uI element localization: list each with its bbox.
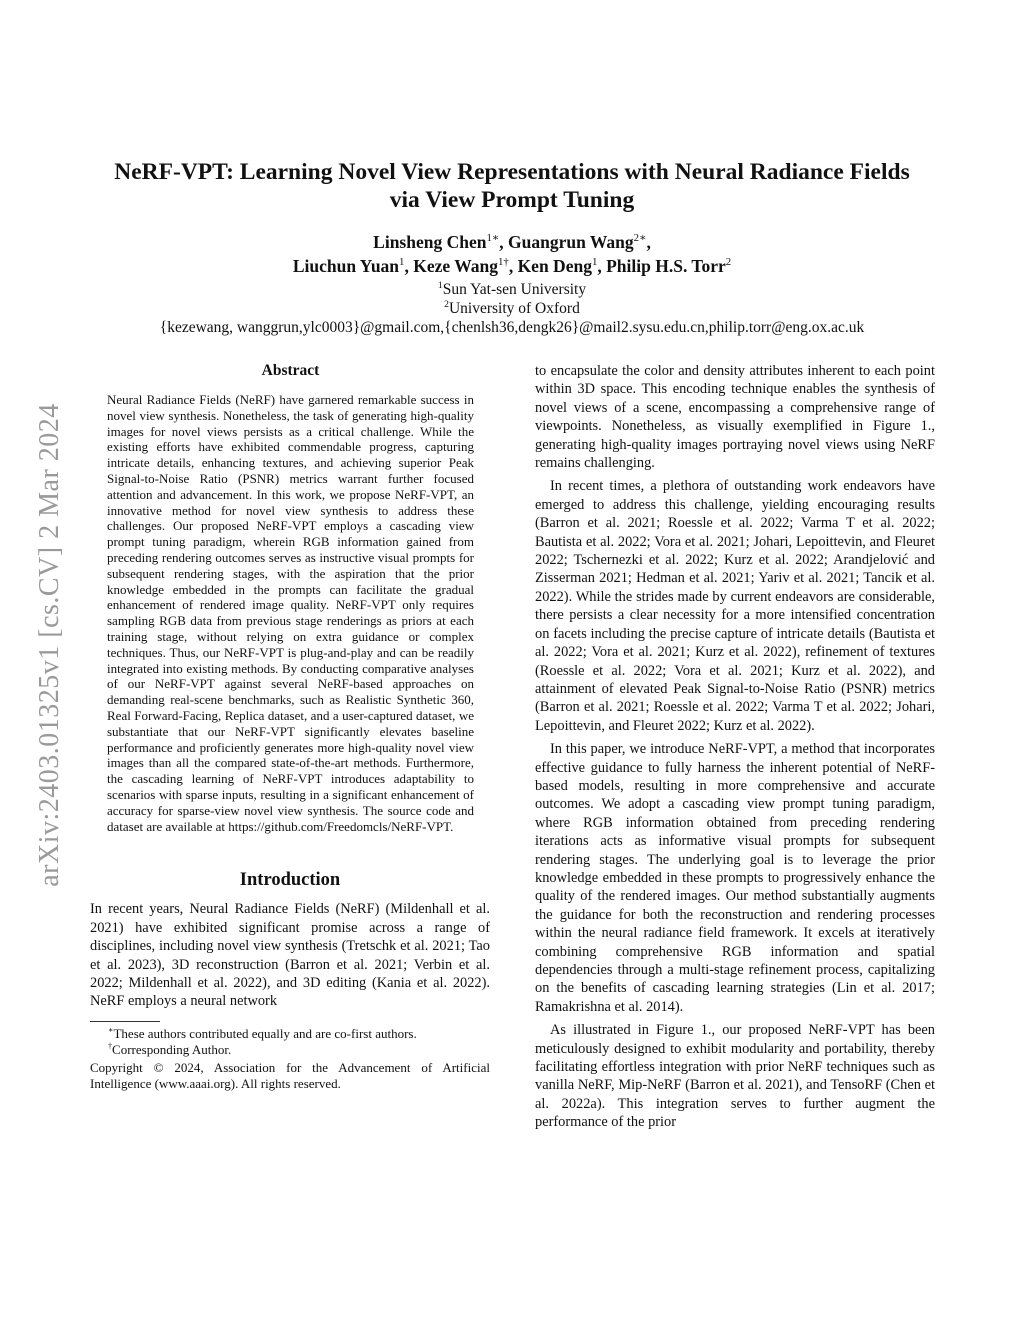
affiliation-name: University of Oxford [448, 300, 580, 317]
author-mark: 2 [725, 256, 732, 269]
affiliation-2 [0, 299, 1024, 318]
footnote-text: Corresponding Author. [112, 1041, 232, 1057]
footnote-2 [90, 1042, 490, 1058]
author-name: , Philip H.S. Torr [597, 256, 726, 276]
author-emails: {kezewang, wanggrun,ylc0003}@gmail.com,{chenlsh36,dengk26}@mail2.sysu.edu.cn,philip.torr@eng.ox.ac.uk [159, 319, 865, 336]
intro-paragraph-3: In this paper, we introduce NeRF-VPT, a method that incorporates effective guidance to fully harness the inherent potential of NeRF-based models, resulting in more comprehensive and accurate outcomes. We adopt a cascading view prompt tuning paradigm, where RGB information obtained from preceding rendering iterations acts as informative visual prompts for subsequent rendering stages. The underlying goal is to leverage the prior knowledge embedded in these prompts to progressively enhance the quality of the rendered images. Our method substantially augments the guidance for both the reconstruction and rendering processes within the neural radiance field framework. It excels at iteratively combining comprehensive RGB information and spatial dependencies through a multi-stage refinement process, capitalizing on the benefits of cascading learning strategies (Lin et al. 2017; Ramakrishna et al. 2014). [535, 741, 935, 1015]
author-name: , Ken Deng [508, 256, 592, 276]
affiliation-mark: 2 [444, 298, 449, 310]
left-column [90, 362, 490, 1092]
affiliation-1 [0, 280, 1024, 299]
abstract-heading: Abstract [261, 362, 320, 379]
author-mark: 1 [591, 256, 598, 269]
intro-paragraph-1: In recent years, Neural Radiance Fields (NeRF) (Mildenhall et al. 2021) have exhibited significant promise across a range of disciplines, including novel view synthesis (Tretschk et al. 2021; Tao et al. 2023), 3D reconstruction (Barron et al. 2021; Verbin et al. 2022; Mildenhall et al. 2022), and 3D editing (Kania et al. 2022). NeRF employs a neural network [90, 901, 490, 1010]
author-name: , Keze Wang [404, 256, 498, 276]
author-mark: 1 [399, 256, 405, 269]
affiliations [0, 280, 1024, 337]
author-name: Linsheng Chen [373, 232, 487, 252]
footnote-1 [90, 1026, 490, 1042]
title-line-2: via View Prompt Tuning [389, 187, 635, 213]
author-separator: , [646, 232, 651, 252]
author-line-1 [0, 230, 1024, 254]
abstract-section [107, 362, 474, 834]
author-list [0, 230, 1024, 278]
affiliation-mark: 1 [437, 279, 443, 291]
author-name: , Guangrun Wang [499, 232, 634, 252]
copyright-notice: Copyright © 2024, Association for the Advancement of Artificial Intelligence (www.aaai.org). All rights reserved. [90, 1059, 490, 1091]
abstract-text: Neural Radiance Fields (NeRF) have garnered remarkable success in novel view synthesis. Nonetheless, the task of generating high-quality images for novel views persists as a critical challenge. While the existing efforts have exhibited commendable progress, capturing intricate details, enhancing textures, and achieving superior Peak Signal-to-Noise Ratio (PSNR) metrics warrant further focused attention and advancement. In this work, we propose NeRF-VPT, an innovative method for novel view synthesis to address these challenges. Our proposed NeRF-VPT employs a cascading view prompt tuning paradigm, wherein RGB information gained from preceding rendering outcomes serves as instructive visual prompts for subsequent rendering stages, with the aspiration that the prior knowledge embedded in the prompts can facilitate the gradual enhancement of rendered image quality. NeRF-VPT only requires sampling RGB data from previous stage renderings as priors at each training stage, without relying on extra guidance or complex techniques. Thus, our NeRF-VPT is plug-and-play and can be readily integrated into existing methods. By conducting comparative analyses of our NeRF-VPT against several NeRF-based approaches on demanding real-scene benchmarks, such as Realistic Synthetic 360, Real Forward-Facing, Replica dataset, and a user-captured dataset, we substantiate that our NeRF-VPT significantly elevates baseline performance and proficiently generates more high-quality novel view images than all the compared state-of-the-art methods. Furthermore, the cascading learning of NeRF-VPT introduces adaptability to scenarios with sparse inputs, resulting in a significant enhancement of accuracy for sparse-view novel view synthesis. The source code and dataset are available at https://github.com/Freedomcls/NeRF-VPT. [107, 392, 474, 834]
author-mark: 1† [497, 256, 509, 269]
intro-paragraph-continued: to encapsulate the color and density attributes inherent to each point within 3D space. This encoding technique enables the synthesis of novel views of a scene, encompassing a comprehensive range of viewpoints. Nonetheless, as visually exemplified in Figure 1., generating high-quality images portraying novel views using NeRF remains challenging. [535, 363, 935, 472]
arxiv-identifier: arXiv:2403.01325v1 [cs.CV] 2 Mar 2024 [34, 403, 65, 887]
author-name: Liuchun Yuan [292, 256, 400, 276]
footnote-mark: † [108, 1041, 113, 1051]
intro-paragraph-4: As illustrated in Figure 1., our proposed NeRF-VPT has been meticulously designed to exhibit modularity and portability, thereby facilitating effortless integration with prior NeRF techniques such as vanilla NeRF, Mip-NeRF (Barron et al. 2021), and TensoRF (Chen et al. 2022a). This integration serves to further augment the performance of the prior [535, 1022, 935, 1131]
author-mark: 2∗ [633, 232, 647, 245]
author-line-2 [0, 254, 1024, 278]
footnote-mark: ∗ [108, 1025, 114, 1035]
footnote-text: These authors contributed equally and are co-first authors. [113, 1025, 417, 1041]
paper-title [0, 158, 1024, 214]
introduction-heading: Introduction [239, 870, 341, 891]
title-line-1: NeRF-VPT: Learning Novel View Representations with Neural Radiance Fields [114, 159, 910, 185]
affiliation-name: Sun Yat-sen University [442, 281, 587, 298]
footnote-divider [90, 1021, 160, 1022]
author-mark: 1∗ [486, 232, 500, 245]
intro-paragraph-2: In recent times, a plethora of outstanding work endeavors have emerged to address this challenge, yielding encouraging results (Barron et al. 2021; Roessle et al. 2022; Varma T et al. 2022; Bautista et al. 2022; Vora et al. 2021; Johari, Lepoittevin, and Fleuret 2022; Tschernezki et al. 2022; Kurz et al. 2022; Arandjelović and Zisserman 2021; Hedman et al. 2021; Yariv et al. 2021; Tancik et al. 2022). While the strides made by current endeavors are considerable, there persists a clear necessity for a more intensified concentration on facets including the precise capture of intricate details (Bautista et al. 2022; Vora et al. 2021; Kurz et al. 2022), refinement of textures (Roessle et al. 2022; Vora et al. 2021; Kurz et al. 2022), and attainment of elevated Peak Signal-to-Noise Ratio (PSNR) metrics (Barron et al. 2021; Roessle et al. 2022; Varma T et al. 2022; Johari, Lepoittevin, and Fleuret 2022; Kurz et al. 2022). [535, 478, 935, 734]
right-column [535, 362, 935, 1132]
